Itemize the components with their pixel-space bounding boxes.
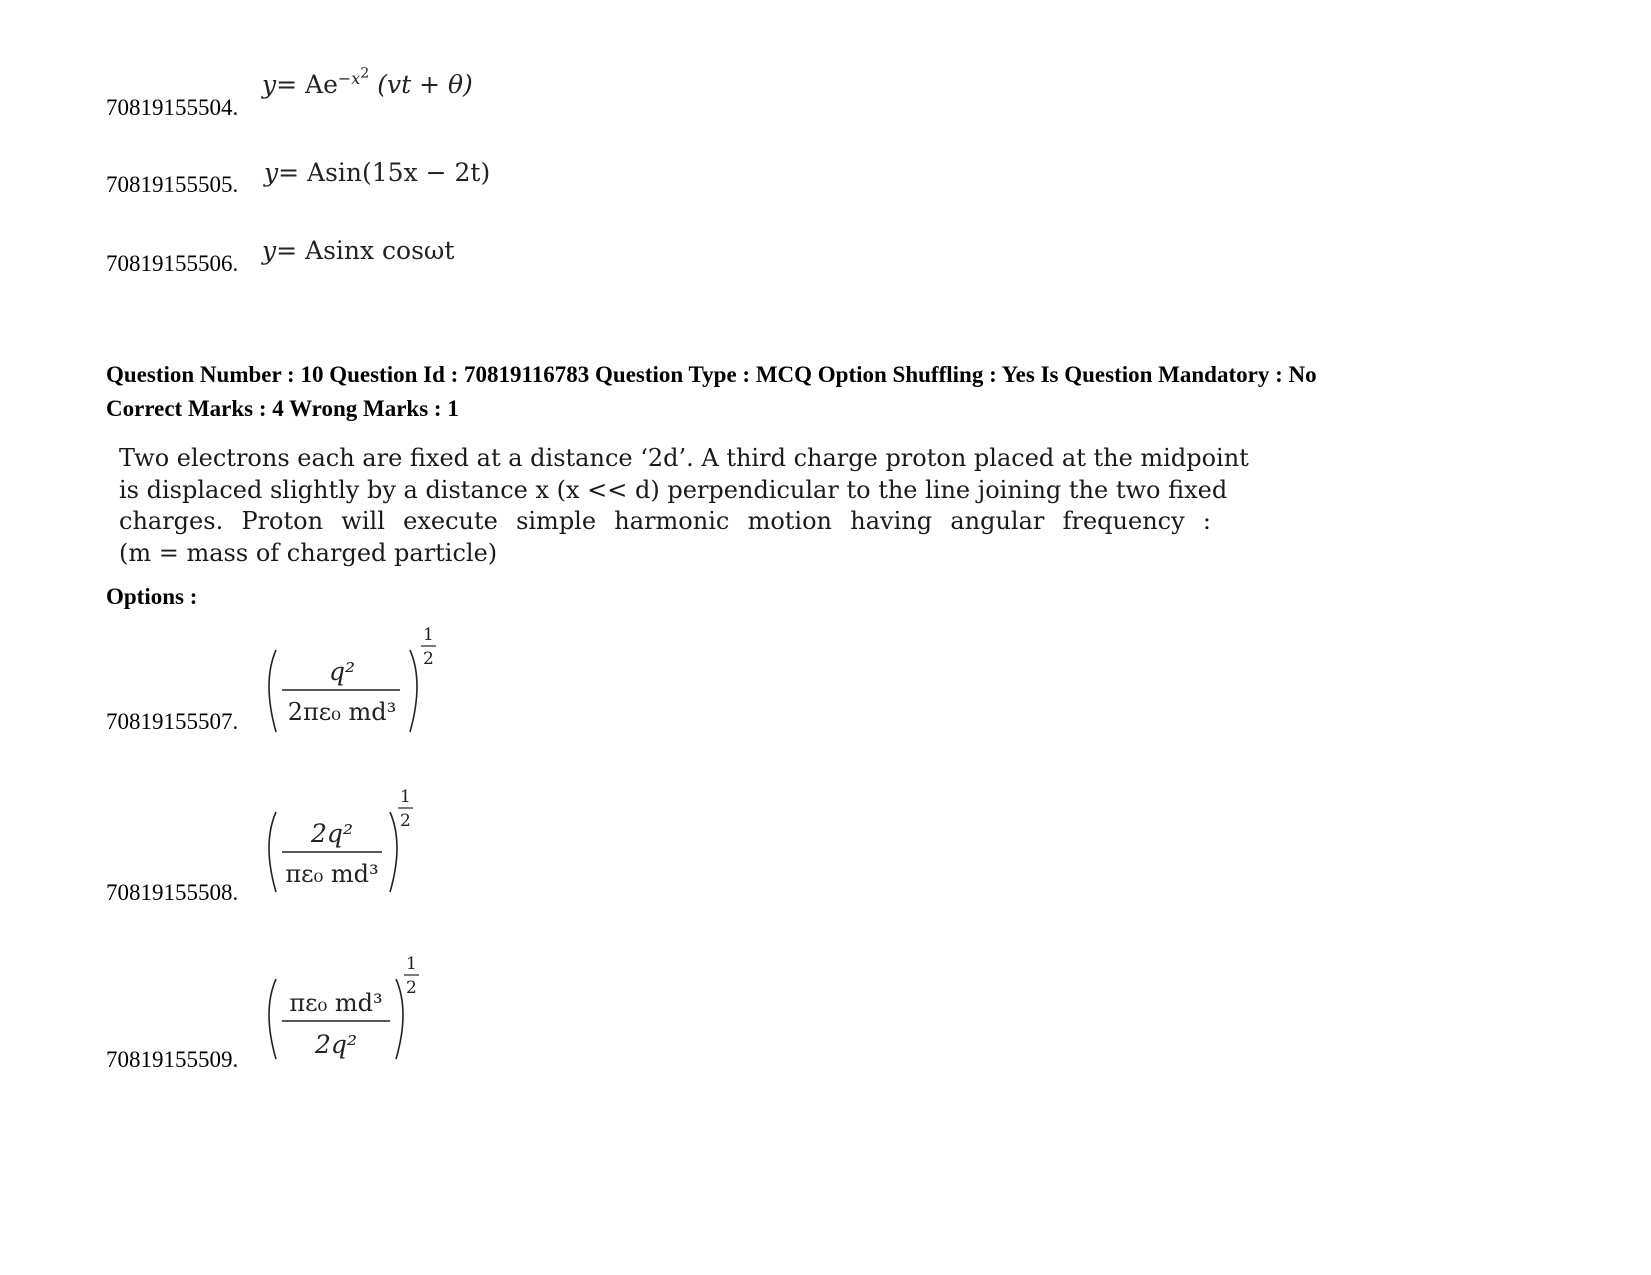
eq-lhs: y (262, 236, 277, 265)
question-text-line: charges. Proton will execute simple harmonic motion having angular frequency : (119, 507, 1211, 535)
eq-exponent: −x (337, 68, 361, 88)
option-equation-70819155505 (264, 158, 490, 187)
fraction-denominator: 2πε₀ md³ (287, 698, 397, 726)
option-equation-70819155504: $y= Ae^{-x2}$ (vt + θ) (262, 65, 473, 99)
question-text (119, 443, 1249, 569)
question-text-line: (m = mass of charged particle) (119, 538, 498, 567)
exponent-numerator: 1 (400, 787, 411, 807)
options-label: Options : (106, 584, 198, 609)
question-marks: Correct Marks : 4 Wrong Marks : 1 (106, 396, 459, 421)
eq-lhs: y (262, 70, 277, 99)
option-id-70819155507: 70819155507. (106, 709, 239, 734)
eq-rest: (vt + θ) (377, 70, 473, 99)
option-id-70819155504: 70819155504. (106, 95, 239, 120)
fraction-numerator: 2q² (311, 819, 353, 848)
option-id-70819155508: 70819155508. (106, 880, 239, 905)
exponent-denominator: 2 (400, 811, 411, 831)
eq-exponent-power: 2 (360, 65, 370, 82)
fraction-denominator: πε₀ md³ (285, 860, 379, 888)
eq-lhs: y (264, 158, 279, 187)
exponent-denominator: 2 (406, 978, 417, 998)
fraction-numerator: πε₀ md³ (289, 989, 383, 1017)
option-formula-70819155509 (258, 955, 458, 1075)
question-text-line: Two electrons each are fixed at a distance ‘2d’. A third charge proton placed at the midpoint (119, 444, 1249, 472)
option-id-70819155505: 70819155505. (106, 172, 239, 197)
exponent-numerator: 1 (406, 954, 417, 974)
exponent-denominator: 2 (423, 649, 434, 669)
eq-rhs: = Asin(15x − 2t) (278, 158, 491, 187)
question-text-line: is displaced slightly by a distance x (x << d) perpendicular to the line joining the two fixed (119, 475, 1228, 504)
exponent-numerator: 1 (423, 625, 434, 645)
fraction-numerator: q² (328, 657, 356, 686)
option-id-70819155509: 70819155509. (106, 1047, 239, 1072)
option-formula-70819155507 (258, 622, 458, 742)
fraction-denominator: 2q² (315, 1030, 357, 1059)
option-id-70819155506: 70819155506. (106, 251, 239, 276)
eq-rhs: = Asinx cosωt (276, 236, 455, 265)
question-header: Question Number : 10 Question Id : 70819116783 Question Type : MCQ Option Shuffling : Yes Is Question Mandatory : No (106, 362, 1317, 387)
option-equation-70819155506 (262, 236, 454, 265)
eq-term: Ae (305, 70, 338, 99)
option-formula-70819155508 (258, 788, 458, 908)
